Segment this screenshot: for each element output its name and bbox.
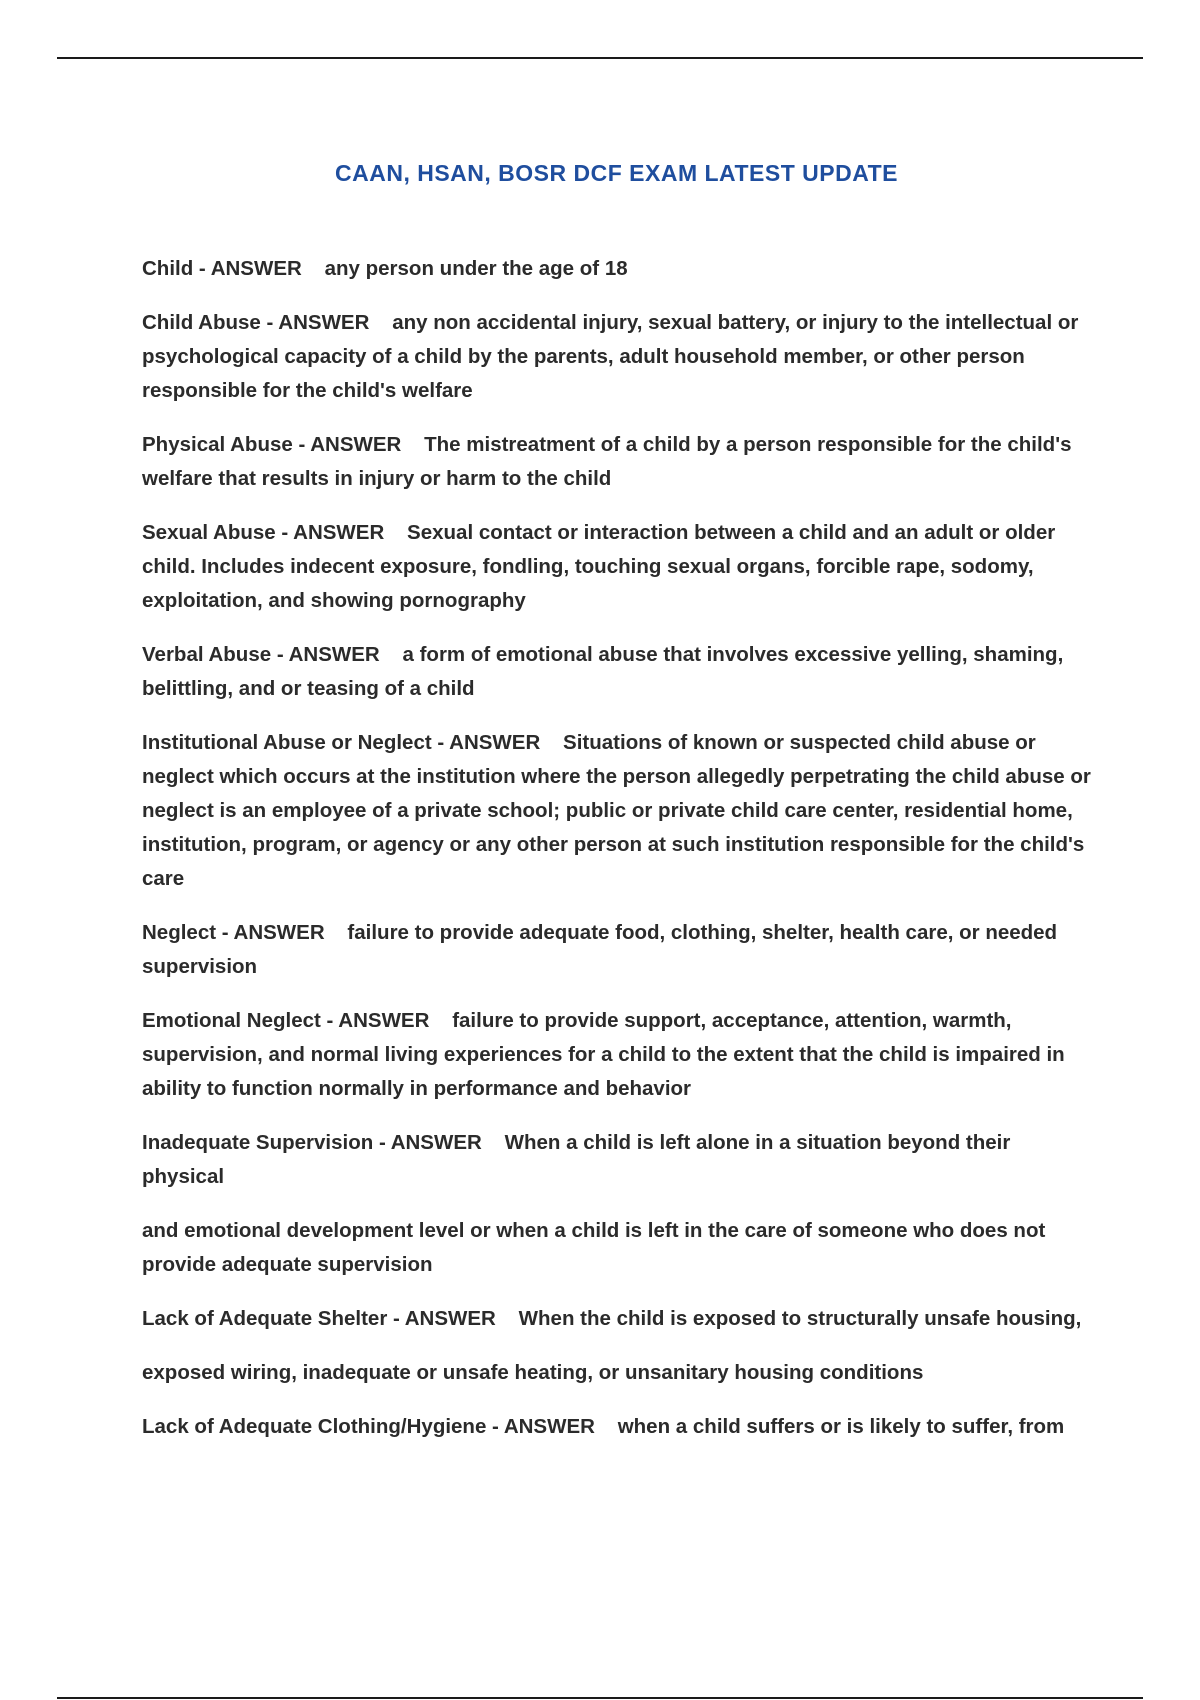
entry-lack-of-clothing-hygiene xyxy=(142,1410,1092,1444)
entry-verbal-abuse xyxy=(142,638,1092,706)
entry-term: Lack of Adequate Shelter - ANSWER xyxy=(142,1307,496,1330)
entry-definition: a form of emotional abuse that involves excessive yelling, shaming, belittling, and or teasing of a child xyxy=(142,643,1064,700)
entry-definition: any non accidental injury, sexual battery, or injury to the intellectual or psychological capacity of a child by the parents, adult household member, or other person responsible for the child's welfare xyxy=(142,311,1079,402)
entry-child-abuse xyxy=(142,306,1092,408)
entry-term: Lack of Adequate Clothing/Hygiene - ANSWER xyxy=(142,1415,595,1438)
bottom-rule xyxy=(57,1697,1143,1699)
entry-definition: exposed wiring, inadequate or unsafe heating, or unsanitary housing conditions xyxy=(142,1361,924,1384)
entry-term: Inadequate Supervision - ANSWER xyxy=(142,1131,482,1154)
entry-definition: when a child suffers or is likely to suffer, from xyxy=(617,1415,1065,1438)
entry-neglect xyxy=(142,916,1092,984)
entry-term: Neglect - ANSWER xyxy=(142,921,325,944)
entry-definition: Sexual contact or interaction between a child and an adult or older child. Includes indecent exposure, fondling, touching sexual organs, forcible rape, sodomy, exploitation, and showing pornography xyxy=(142,521,1056,612)
entry-child xyxy=(142,252,1092,286)
entry-continuation xyxy=(142,1214,1092,1282)
entry-definition: When a child is left alone in a situation beyond their physical xyxy=(142,1131,1011,1188)
entry-term: Sexual Abuse - ANSWER xyxy=(142,521,385,544)
document-title: CAAN, HSAN, BOSR DCF EXAM LATEST UPDATE xyxy=(335,160,898,187)
entry-term: Child Abuse - ANSWER xyxy=(142,311,370,334)
entry-physical-abuse xyxy=(142,428,1092,496)
entry-term: Institutional Abuse or Neglect - ANSWER xyxy=(142,731,541,754)
entry-continuation xyxy=(142,1356,1092,1390)
entry-term: Physical Abuse - ANSWER xyxy=(142,433,402,456)
entry-term: Child - ANSWER xyxy=(142,257,302,280)
entry-definition: failure to provide adequate food, clothing, shelter, health care, or needed supervision xyxy=(142,921,1058,978)
entry-definition: When the child is exposed to structurally unsafe housing, xyxy=(518,1307,1082,1330)
entry-institutional-abuse xyxy=(142,726,1092,896)
entry-lack-of-shelter xyxy=(142,1302,1092,1336)
entry-definition: and emotional development level or when a child is left in the care of someone who does not provide adequate supervision xyxy=(142,1219,1046,1276)
entry-definition: Situations of known or suspected child abuse or neglect which occurs at the institution where the person allegedly perpetrating the child abuse or neglect is an employee of a private school; public or private child care center, residential home, institution, program, or agency or any other person at such institution responsible for the child's care xyxy=(142,731,1091,890)
entry-definition: any person under the age of 18 xyxy=(324,257,628,280)
top-rule xyxy=(57,57,1143,59)
entry-list xyxy=(142,252,1092,1464)
entry-inadequate-supervision xyxy=(142,1126,1092,1194)
entry-term: Emotional Neglect - ANSWER xyxy=(142,1009,430,1032)
entry-definition: failure to provide support, acceptance, attention, warmth, supervision, and normal living experiences for a child to the extent that the child is impaired in ability to function normally in performance and behavior xyxy=(142,1009,1065,1100)
entry-emotional-neglect xyxy=(142,1004,1092,1106)
entry-term: Verbal Abuse - ANSWER xyxy=(142,643,380,666)
entry-definition: The mistreatment of a child by a person responsible for the child's welfare that results in injury or harm to the child xyxy=(142,433,1072,490)
entry-sexual-abuse xyxy=(142,516,1092,618)
